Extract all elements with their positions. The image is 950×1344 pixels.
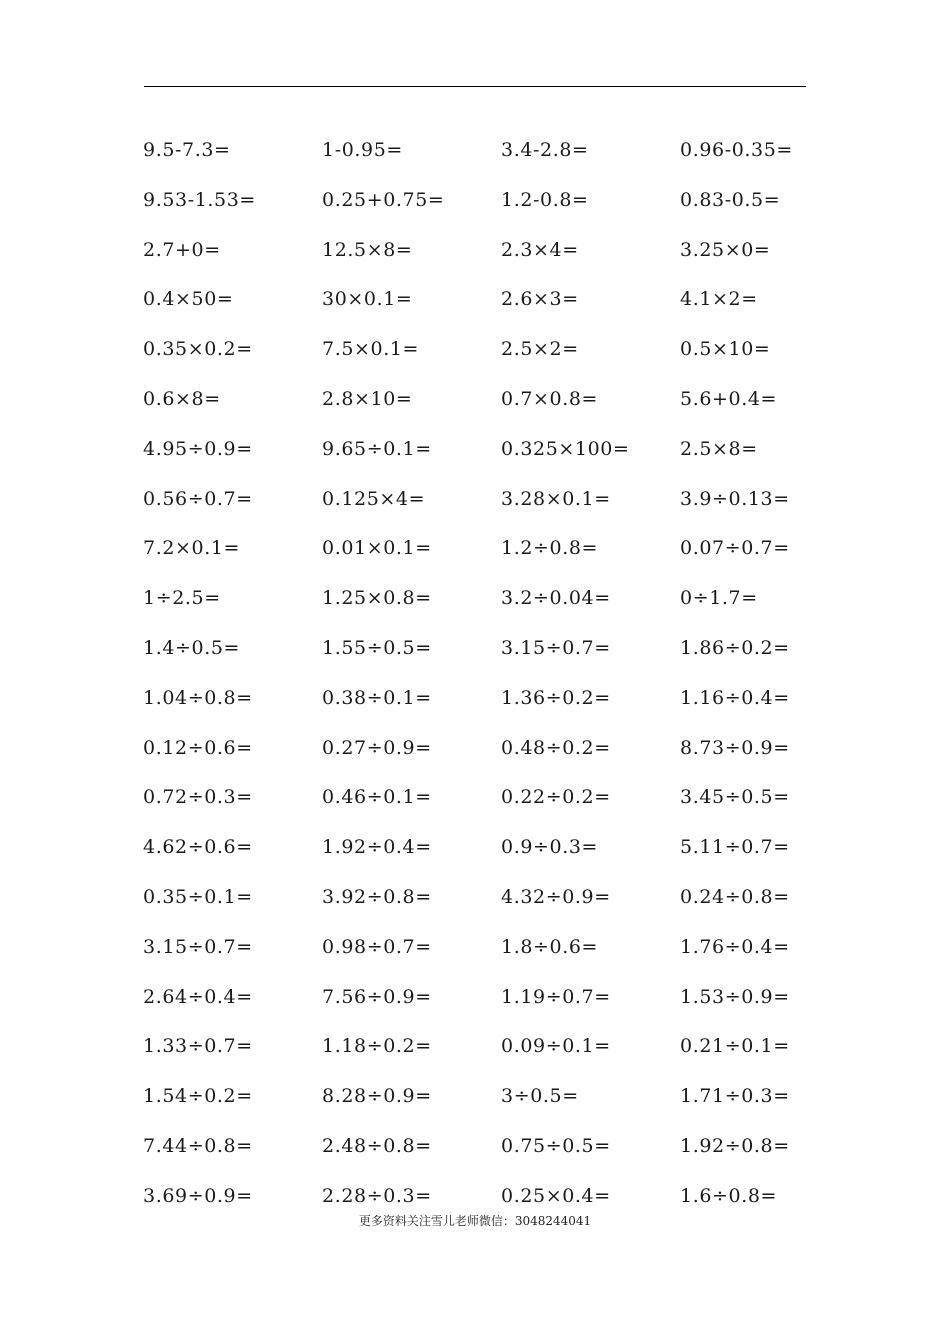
arithmetic-problem: 1.55÷0.5=	[322, 636, 432, 659]
arithmetic-problem: 1-0.95=	[322, 139, 403, 161]
top-divider-line	[144, 86, 806, 87]
arithmetic-problem: 4.95÷0.9=	[143, 437, 253, 460]
arithmetic-problem: 0.9÷0.3=	[501, 836, 599, 859]
problem-row	[143, 923, 843, 973]
arithmetic-problem: 3.69÷0.9=	[143, 1184, 253, 1207]
arithmetic-problem: 5.6+0.4=	[680, 387, 778, 410]
arithmetic-problem: 4.32÷0.9=	[501, 885, 611, 908]
arithmetic-problem: 1.2-0.8=	[501, 188, 589, 211]
arithmetic-problem: 1.71÷0.3=	[680, 1085, 790, 1108]
problem-row	[143, 425, 843, 475]
arithmetic-problem: 0.48÷0.2=	[501, 736, 611, 759]
problem-row	[143, 674, 843, 724]
arithmetic-problem: 1.25×0.8=	[322, 587, 432, 610]
problem-row	[143, 1072, 843, 1122]
arithmetic-problem: 0.07÷0.7=	[680, 537, 790, 560]
arithmetic-problem: 1.53÷0.9=	[680, 985, 790, 1008]
arithmetic-problem: 3.2÷0.04=	[501, 587, 611, 610]
arithmetic-problem: 1.19÷0.7=	[501, 985, 611, 1008]
arithmetic-problem: 0.21÷0.1=	[680, 1035, 790, 1058]
problem-row	[143, 1122, 843, 1172]
arithmetic-problem: 1.18÷0.2=	[322, 1035, 432, 1058]
arithmetic-problem: 30×0.1=	[322, 288, 413, 311]
arithmetic-problem: 1.33÷0.7=	[143, 1035, 253, 1058]
arithmetic-problem: 2.48÷0.8=	[322, 1134, 432, 1157]
arithmetic-problem-grid	[143, 126, 843, 1222]
problem-row	[143, 375, 843, 425]
arithmetic-problem: 4.1×2=	[680, 288, 758, 311]
arithmetic-problem: 0.7×0.8=	[501, 387, 599, 410]
arithmetic-problem: 0.4×50=	[143, 288, 234, 311]
arithmetic-problem: 1÷2.5=	[143, 587, 221, 610]
arithmetic-problem: 1.92÷0.4=	[322, 836, 432, 859]
arithmetic-problem: 2.7+0=	[143, 238, 221, 261]
problem-row	[143, 873, 843, 923]
arithmetic-problem: 2.6×3=	[501, 288, 579, 311]
arithmetic-problem: 0.46÷0.1=	[322, 786, 432, 809]
arithmetic-problem: 0.125×4=	[322, 487, 426, 510]
arithmetic-problem: 1.8÷0.6=	[501, 935, 599, 958]
arithmetic-problem: 0.25+0.75=	[322, 188, 445, 211]
arithmetic-problem: 0.22÷0.2=	[501, 786, 611, 809]
arithmetic-problem: 9.53-1.53=	[143, 188, 256, 211]
arithmetic-problem: 0.96-0.35=	[680, 139, 793, 161]
arithmetic-problem: 2.5×2=	[501, 338, 579, 361]
arithmetic-problem: 0.325×100=	[501, 437, 630, 460]
arithmetic-problem: 0.5×10=	[680, 338, 771, 361]
arithmetic-problem: 1.6÷0.8=	[680, 1184, 778, 1207]
problem-row	[143, 524, 843, 574]
arithmetic-problem: 3.92÷0.8=	[322, 885, 432, 908]
problem-row	[143, 275, 843, 325]
problem-row	[143, 325, 843, 375]
problem-row	[143, 574, 843, 624]
arithmetic-problem: 0.56÷0.7=	[143, 487, 253, 510]
arithmetic-problem: 0.38÷0.1=	[322, 686, 432, 709]
arithmetic-problem: 0.75÷0.5=	[501, 1134, 611, 1157]
problem-row	[143, 475, 843, 525]
arithmetic-problem: 5.11÷0.7=	[680, 836, 790, 859]
arithmetic-problem: 9.65÷0.1=	[322, 437, 432, 460]
arithmetic-problem: 0.72÷0.3=	[143, 786, 253, 809]
arithmetic-problem: 3.45÷0.5=	[680, 786, 790, 809]
arithmetic-problem: 1.4÷0.5=	[143, 636, 241, 659]
problem-row	[143, 973, 843, 1023]
problem-row	[143, 1022, 843, 1072]
arithmetic-problem: 0.35×0.2=	[143, 338, 253, 361]
arithmetic-problem: 3.15÷0.7=	[501, 636, 611, 659]
arithmetic-problem: 9.5-7.3=	[143, 139, 231, 161]
arithmetic-problem: 1.86÷0.2=	[680, 636, 790, 659]
arithmetic-problem: 0.35÷0.1=	[143, 885, 253, 908]
arithmetic-problem: 1.2÷0.8=	[501, 537, 599, 560]
arithmetic-problem: 0.25×0.4=	[501, 1184, 611, 1207]
arithmetic-problem: 1.54÷0.2=	[143, 1085, 253, 1108]
arithmetic-problem: 7.5×0.1=	[322, 338, 420, 361]
arithmetic-problem: 0÷1.7=	[680, 587, 758, 610]
arithmetic-problem: 4.62÷0.6=	[143, 836, 253, 859]
problem-row	[143, 624, 843, 674]
arithmetic-problem: 3.28×0.1=	[501, 487, 611, 510]
arithmetic-problem: 3.4-2.8=	[501, 139, 589, 161]
footer-note: 更多资料关注雪儿老师微信：3048244041	[358, 1214, 592, 1228]
arithmetic-problem: 3.9÷0.13=	[680, 487, 790, 510]
arithmetic-problem: 1.16÷0.4=	[680, 686, 790, 709]
arithmetic-problem: 3÷0.5=	[501, 1085, 579, 1108]
arithmetic-problem: 0.12÷0.6=	[143, 736, 253, 759]
arithmetic-problem: 3.25×0=	[680, 238, 771, 261]
problem-row	[143, 773, 843, 823]
arithmetic-problem: 0.83-0.5=	[680, 188, 781, 211]
problem-row	[143, 226, 843, 276]
arithmetic-problem: 0.98÷0.7=	[322, 935, 432, 958]
arithmetic-problem: 7.44÷0.8=	[143, 1134, 253, 1157]
arithmetic-problem: 2.8×10=	[322, 387, 413, 410]
arithmetic-problem: 0.09÷0.1=	[501, 1035, 611, 1058]
arithmetic-problem: 1.76÷0.4=	[680, 935, 790, 958]
arithmetic-problem: 7.56÷0.9=	[322, 985, 432, 1008]
arithmetic-problem: 2.3×4=	[501, 238, 579, 261]
arithmetic-problem: 2.5×8=	[680, 437, 758, 460]
arithmetic-problem: 2.28÷0.3=	[322, 1184, 432, 1207]
arithmetic-problem: 3.15÷0.7=	[143, 935, 253, 958]
arithmetic-problem: 1.36÷0.2=	[501, 686, 611, 709]
arithmetic-problem: 1.04÷0.8=	[143, 686, 253, 709]
arithmetic-problem: 0.01×0.1=	[322, 537, 432, 560]
problem-row	[143, 823, 843, 873]
arithmetic-problem: 7.2×0.1=	[143, 537, 241, 560]
arithmetic-problem: 2.64÷0.4=	[143, 985, 253, 1008]
problem-row	[143, 126, 843, 176]
arithmetic-problem: 0.27÷0.9=	[322, 736, 432, 759]
arithmetic-problem: 0.24÷0.8=	[680, 885, 790, 908]
problem-row	[143, 724, 843, 774]
arithmetic-problem: 0.6×8=	[143, 387, 221, 410]
arithmetic-problem: 12.5×8=	[322, 238, 413, 261]
arithmetic-problem: 1.92÷0.8=	[680, 1134, 790, 1157]
arithmetic-problem: 8.28÷0.9=	[322, 1085, 432, 1108]
arithmetic-problem: 8.73÷0.9=	[680, 736, 790, 759]
problem-row	[143, 176, 843, 226]
